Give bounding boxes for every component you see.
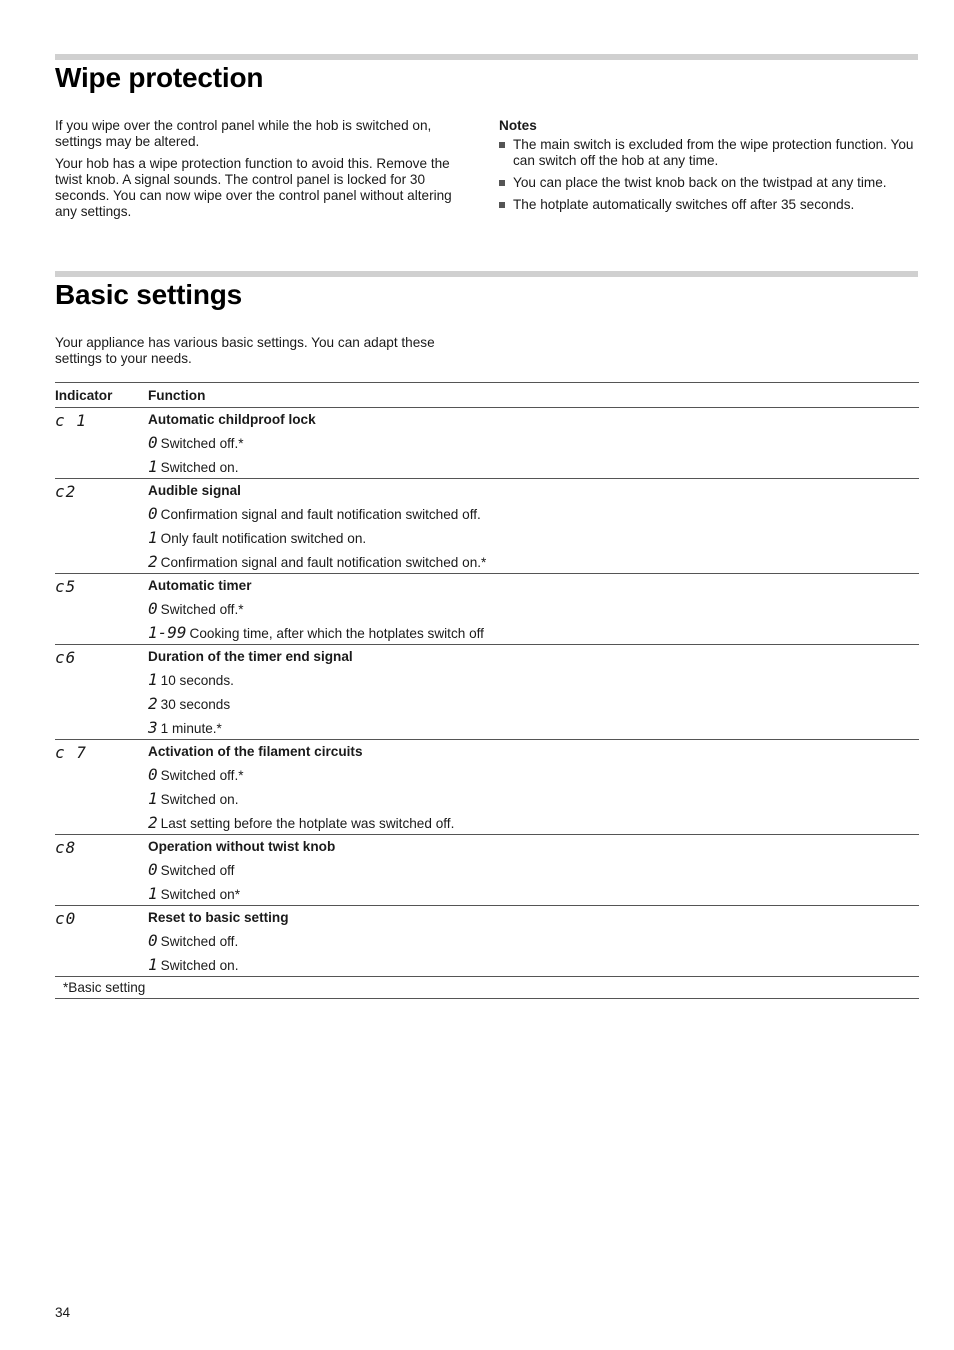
option-code: 2 (148, 551, 158, 571)
setting-option-row (55, 597, 919, 621)
setting-title-row (55, 574, 919, 597)
setting-option-row (55, 882, 919, 906)
setting-option-row (55, 550, 919, 574)
setting-option-row (55, 763, 919, 787)
option-text: Switched on. (160, 957, 239, 973)
indicator-cell (55, 645, 148, 740)
section-rule-wipe (55, 54, 918, 60)
option-cell (148, 668, 919, 692)
wipe-para-1: If you wipe over the control panel while the hob is switched on, settings may be altered. (55, 118, 432, 149)
option-text: Switched on. (160, 459, 239, 475)
setting-option-row (55, 668, 919, 692)
option-cell (148, 811, 919, 835)
option-code: 1 (148, 883, 158, 903)
option-code: 0 (148, 931, 158, 950)
square-bullet-icon (499, 202, 505, 208)
function-title: Duration of the timer end signal (148, 648, 353, 664)
note-item (499, 197, 919, 213)
page-number: 34 (55, 1305, 71, 1320)
option-text: Switched off.* (160, 602, 244, 617)
option-text: Switched on. (160, 792, 239, 807)
setting-title-row (55, 645, 919, 668)
indicator-code: c5 (55, 577, 77, 596)
function-title: Automatic childproof lock (148, 411, 316, 427)
setting-title-row (55, 835, 919, 858)
indicator-cell (55, 479, 148, 574)
option-code: 1 (148, 456, 158, 476)
indicator-cell (55, 835, 148, 906)
option-code: 0 (148, 860, 158, 879)
option-text: Switched off.* (160, 436, 244, 451)
option-code: 1-99 (148, 622, 187, 642)
setting-option-row (55, 953, 919, 977)
indicator-cell (55, 408, 148, 479)
notes-list (499, 137, 919, 219)
option-text: 1 minute.* (160, 720, 222, 736)
option-code: 0 (148, 599, 158, 618)
option-cell (148, 431, 919, 455)
option-code: 2 (148, 812, 158, 832)
basic-settings-table (55, 382, 919, 999)
indicator-cell (55, 906, 148, 977)
indicator-code: c0 (55, 909, 77, 928)
note-item (499, 175, 919, 191)
indicator-cell (55, 740, 148, 835)
option-code: 1 (148, 670, 158, 689)
option-cell (148, 716, 919, 740)
setting-option-row (55, 692, 919, 716)
option-cell (148, 787, 919, 811)
setting-title-row (55, 906, 919, 929)
square-bullet-icon (499, 180, 505, 186)
setting-option-row (55, 526, 919, 550)
option-text: Switched on* (160, 886, 240, 902)
setting-option-row (55, 811, 919, 835)
option-text: Only fault notification switched on. (160, 531, 367, 546)
note-text: The main switch is excluded from the wipe protection function. You can switch off the hob at any time. (513, 137, 914, 168)
note-text: The hotplate automatically switches off after 35 seconds. (513, 197, 855, 212)
option-cell (148, 502, 919, 526)
setting-option-row (55, 431, 919, 455)
setting-title-row (55, 479, 919, 502)
option-cell (148, 597, 919, 621)
option-text: Confirmation signal and fault notification switched off. (160, 507, 481, 522)
option-code: 1 (148, 954, 158, 974)
function-column-header: Function (148, 387, 206, 403)
footnote-row (55, 977, 919, 999)
setting-option-row (55, 929, 919, 953)
note-item (499, 137, 919, 169)
footnote: *Basic setting (63, 980, 146, 995)
function-title: Reset to basic setting (148, 909, 289, 925)
notes-heading: Notes (499, 118, 537, 133)
setting-option-row (55, 858, 919, 882)
indicator-code: c6 (55, 648, 77, 667)
square-bullet-icon (499, 142, 505, 148)
setting-option-row (55, 716, 919, 740)
wipe-protection-heading: Wipe protection (55, 62, 264, 93)
option-text: 10 seconds. (160, 673, 234, 688)
option-text: Last setting before the hotplate was switched off. (160, 815, 455, 831)
option-code: 1 (148, 789, 158, 808)
table-body (55, 408, 919, 999)
function-title: Activation of the filament circuits (148, 743, 363, 759)
function-title: Operation without twist knob (148, 838, 336, 854)
option-text: Cooking time, after which the hotplates switch off (189, 625, 484, 641)
basic-intro: Your appliance has various basic settings. You can adapt these settings to your needs. (55, 335, 435, 366)
option-text: Switched off. (160, 934, 239, 949)
setting-title-row (55, 740, 919, 763)
note-text: You can place the twist knob back on the twistpad at any time. (513, 175, 887, 190)
option-cell (148, 953, 919, 977)
indicator-code: c 7 (55, 743, 87, 762)
function-title: Audible signal (148, 482, 241, 498)
indicator-cell (55, 574, 148, 645)
setting-option-row (55, 787, 919, 811)
option-text: Switched off.* (160, 768, 244, 783)
option-cell (148, 929, 919, 953)
setting-option-row (55, 621, 919, 645)
option-cell (148, 621, 919, 645)
indicator-column-header: Indicator (55, 387, 113, 403)
option-code: 1 (148, 528, 158, 547)
basic-settings-heading: Basic settings (55, 279, 243, 310)
option-cell (148, 455, 919, 479)
table-header-row (55, 383, 919, 408)
option-code: 0 (148, 433, 158, 452)
indicator-code: c8 (55, 838, 77, 857)
option-cell (148, 858, 919, 882)
option-code: 3 (148, 717, 158, 737)
setting-option-row (55, 455, 919, 479)
option-text: Confirmation signal and fault notification switched on.* (160, 554, 487, 570)
option-code: 2 (148, 694, 158, 713)
wipe-para-2: Your hob has a wipe protection function to avoid this. Remove the twist knob. A signal sounds. The control panel is locked for 30 seconds. You can now wipe over the control panel without altering any settings. (55, 156, 452, 219)
option-cell (148, 550, 919, 574)
indicator-code: c 1 (55, 411, 87, 430)
option-code: 0 (148, 765, 158, 784)
option-cell (148, 526, 919, 550)
option-cell (148, 882, 919, 906)
option-cell (148, 763, 919, 787)
option-cell (148, 692, 919, 716)
setting-option-row (55, 502, 919, 526)
function-title: Automatic timer (148, 577, 252, 593)
section-rule-basic (55, 271, 918, 277)
option-code: 0 (148, 504, 158, 523)
option-text: Switched off (160, 863, 235, 878)
option-text: 30 seconds (160, 697, 231, 712)
indicator-code: c2 (55, 482, 77, 501)
setting-title-row (55, 408, 919, 431)
